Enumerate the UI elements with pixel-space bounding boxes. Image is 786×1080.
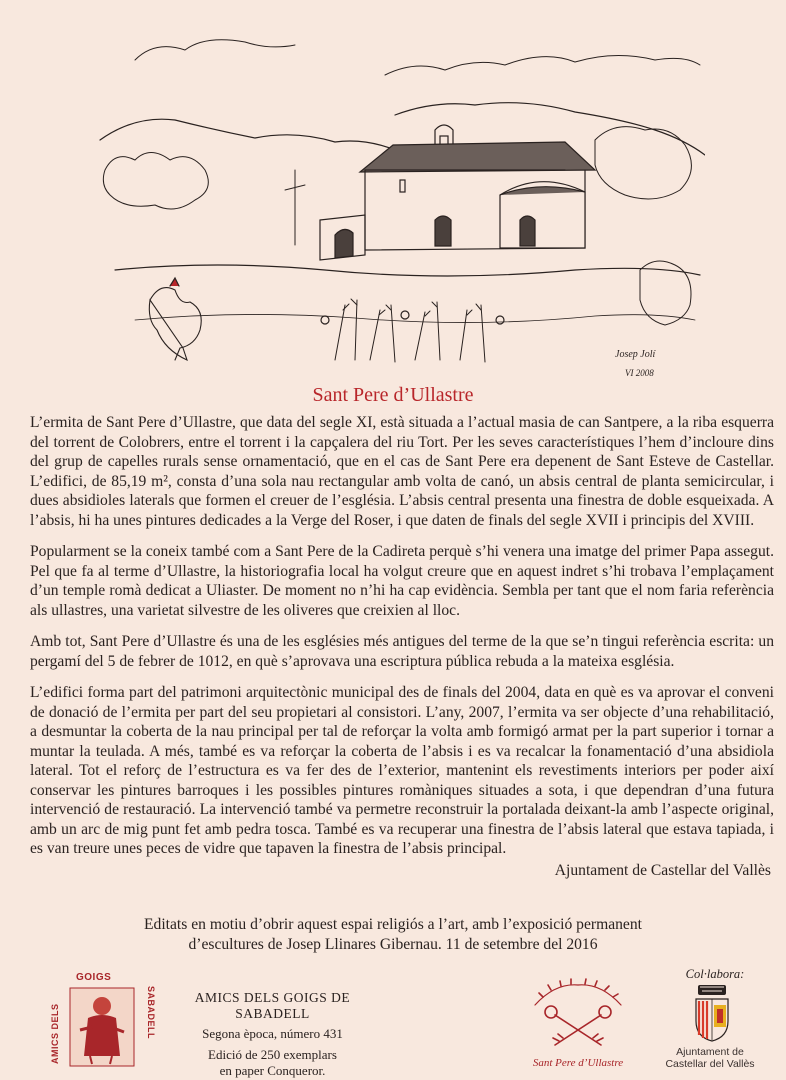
- association-edition: Segona època, número 431: [202, 1026, 343, 1041]
- council-name: [640, 1046, 780, 1070]
- collaborator-label: Col·labora:: [685, 967, 745, 981]
- artist-signature: Josep Jolí: [615, 349, 656, 360]
- paragraph-antiquity: Amb tot, Sant Pere d’Ullastre és una de les esglésies més antigues del terme de la que se’n tingui referència escrita: un pergamí del 5 de febrer de 1012, en què s’aprovava una escriptura pública rebuda a la mateixa església.: [30, 633, 774, 670]
- paragraph-history: L’ermita de Sant Pere d’Ullastre, que data del segle XI, està situada a l’actual masia de can Santpere, a la riba esquerra del torrent de Colobrers, entre el torrent i la capçalera del riu Tort. Per les seves característiques l’hem d’incloure dins del grup de capelles rurals sense ornamentació, que en el cas de Sant Pere era depenent de Sant Esteve de Castellar. L’edifici, de 85,19 m², consta d’una sola nau rectangular amb volta de canó, un absis central de planta semicircular, i dues absidioles laterals que formen el creuer de l’església. L’absis central presenta una finestra de doble esqueixada. A l’absis, hi ha unes pintures dedicades a la Verge del Roser, i que daten de finals del segle XVII i principis del XVIII.: [30, 414, 774, 529]
- hermitage-illustration: [95, 20, 705, 382]
- paragraph-name-origin: Popularment se la coneix també com a Sant Pere de la Cadireta perquè s’hi venera una imatge del primer Papa assegut. Pel que fa al terme d’Ullastre, la historiografia local ha volgut creure que en aquest indret s’hi trobava l’emplaçament d’un temple romà dedicat a Uliaster. De moment no n’hi ha cap evidència. Sembla per tant que el nom faria referència als ullastres, una varietat silvestre de les oliveres que creixien al lloc.: [30, 543, 774, 619]
- keys-emblem: [525, 975, 631, 1075]
- logo-left-text: AMICS DELS: [50, 1003, 60, 1064]
- council-line-2: Castellar del Vallès: [665, 1058, 755, 1070]
- amics-goigs-logo: [48, 972, 160, 1072]
- crossed-keys-icon: [525, 975, 631, 1057]
- association-name: AMICS DELS GOIGS DE SABADELL: [194, 990, 351, 1021]
- logo-top-text: GOIGS: [76, 972, 112, 983]
- emblem-script-text: Sant Pere d’Ullastre: [532, 1057, 624, 1069]
- artist-date: VI 2008: [625, 368, 654, 378]
- footer-line-1: Editats en motiu d’obrir aquest espai religiós a l’art, amb l’exposició permanent: [144, 916, 642, 933]
- body-text: [30, 413, 774, 871]
- municipal-shield-icon: [690, 983, 734, 1043]
- saint-figure-icon: [66, 986, 138, 1068]
- footer-line-2: d’escultures de Josep Llinares Gibernau. 11 de setembre del 2016: [188, 935, 598, 953]
- footer-note: [0, 915, 786, 954]
- page-title: Sant Pere d’Ullastre: [312, 384, 474, 406]
- closing-signature: Ajuntament de Castellar del Vallès: [554, 862, 771, 879]
- paragraph-restoration: L’edifici forma part del patrimoni arquitectònic municipal des de finals del 2004, data en què es va aprovar el conveni de donació de l’ermita per part del seu propietari al consistori. L’any, 2007, l’ermita va ser objecte d’una rehabilitació, a desmuntar la coberta de la nau principal per tal de reforçar la volta amb formigó armat per la part superior i tornar a muntar la teulada. A més, també es va reforçar la coberta de l’absis i es va recalcar la fonamentació d’una absidiola lateral. Tot el reforç de l’estructura es va fer des de l’exterior, mantenint els revestiments interiors per poder així conservar les pintures barroques i les possibles pintures romàniques situades a sota, i que dependran d’una futura intervenció de restauració. La intervenció també va permetre reconstruir la portalada deixant-la amb l’aspecte original, amb un arc de mig punt fet amb pedra tosca. També es va recuperar una finestra de l’absis lateral que estava tapiada, i es van treure unes peces de vidre que tapaven la finestra de l’absis principal.: [30, 684, 774, 857]
- print-run-line-2: en paper Conqueror.: [219, 1063, 326, 1078]
- council-line-1: Ajuntament de: [676, 1046, 744, 1058]
- logo-right-text: SABADELL: [146, 986, 156, 1039]
- association-info: [165, 990, 380, 1079]
- print-run-line-1: Edició de 250 exemplars: [208, 1047, 337, 1062]
